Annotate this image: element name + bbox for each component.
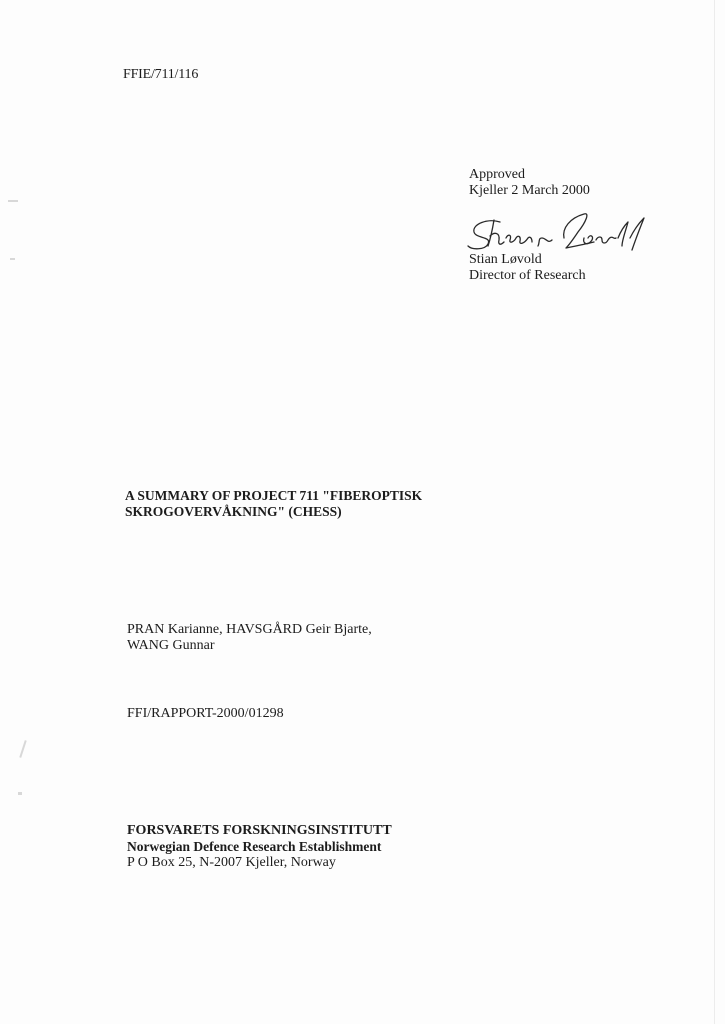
signer-block bbox=[469, 252, 586, 284]
approval-block bbox=[469, 167, 590, 199]
scan-artifact bbox=[19, 740, 26, 758]
title-line: A SUMMARY OF PROJECT 711 "FIBEROPTISK bbox=[125, 488, 423, 503]
scan-artifact bbox=[8, 200, 18, 202]
approval-place-date: Kjeller 2 March 2000 bbox=[469, 183, 590, 198]
organization-english-name: Norwegian Defence Research Establishment bbox=[127, 839, 382, 854]
title-line: SKROGOVERVÅKNING" (CHESS) bbox=[125, 504, 342, 519]
signer-name: Stian Løvold bbox=[469, 252, 542, 267]
authors-line: PRAN Karianne, HAVSGÅRD Geir Bjarte, bbox=[127, 622, 372, 637]
scan-artifact bbox=[10, 258, 15, 260]
organization-address: P O Box 25, N-2007 Kjeller, Norway bbox=[127, 855, 336, 870]
scan-artifact bbox=[18, 792, 22, 795]
authors-line: WANG Gunnar bbox=[127, 638, 215, 653]
handwritten-signature bbox=[466, 208, 646, 258]
organization-name: FORSVARETS FORSKNINGSINSTITUTT bbox=[127, 823, 392, 838]
report-title bbox=[125, 488, 422, 520]
organization-block bbox=[127, 823, 392, 871]
document-reference: FFIE/711/116 bbox=[123, 67, 199, 82]
authors-block bbox=[127, 622, 372, 654]
approval-status: Approved bbox=[469, 167, 525, 182]
report-number: FFI/RAPPORT-2000/01298 bbox=[127, 706, 284, 721]
signer-title: Director of Research bbox=[469, 268, 586, 283]
scan-artifact bbox=[714, 0, 715, 1024]
